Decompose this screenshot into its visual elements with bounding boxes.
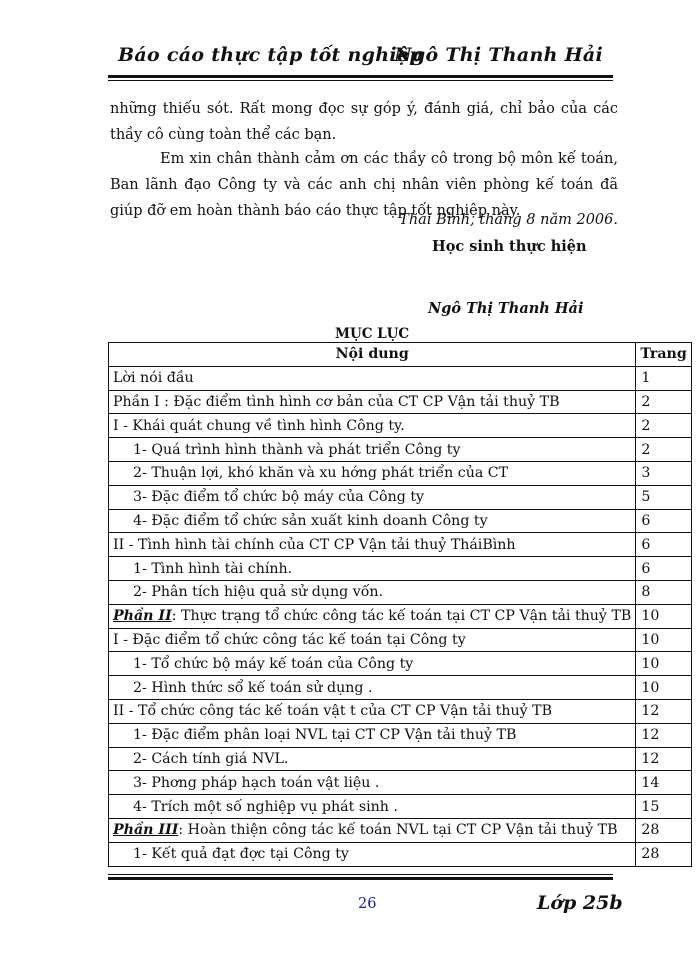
toc-entry-text: [109, 366, 636, 390]
toc-entry-page: 2: [636, 438, 691, 462]
toc-entry-title: 2- Thuận lợi, khó khăn và xu hớng phát triển của CT: [133, 465, 509, 482]
toc-entry-title: 1- Tình hình tài chính.: [133, 560, 293, 577]
toc-entry-title: 2- Cách tính giá NVL.: [133, 750, 289, 767]
header-author-name: Ngô Thị Thanh Hải: [394, 44, 603, 66]
toc-row: [109, 414, 692, 438]
toc-row: [109, 485, 692, 509]
footer-class-label: Lớp 25b: [537, 892, 623, 914]
toc-entry-page: 28: [636, 818, 691, 842]
footer-rule-thin: [108, 874, 613, 875]
toc-entry-text: [109, 580, 636, 604]
toc-entry-text: [109, 461, 636, 485]
toc-entry-page: 14: [636, 771, 691, 795]
toc-entry-text: [109, 414, 636, 438]
header-report-title: Báo cáo thực tập tốt nghiệp: [118, 44, 423, 66]
toc-row: [109, 699, 692, 723]
toc-entry-title: 1- Kết quả đạt đợc tại Công ty: [133, 846, 349, 863]
toc-row: [109, 557, 692, 581]
toc-entry-page: 6: [636, 533, 691, 557]
toc-row: [109, 509, 692, 533]
toc-entry-title: I - Đặc điểm tổ chức công tác kế toán tại Công ty: [113, 631, 466, 648]
toc-row: [109, 628, 692, 652]
toc-entry-page: 6: [636, 557, 691, 581]
toc-entry-title: 3- Phơng pháp hạch toán vật liệu .: [133, 774, 380, 791]
toc-entry-title: 2- Phân tích hiệu quả sử dụng vốn.: [133, 584, 384, 601]
toc-entry-page: 6: [636, 509, 691, 533]
toc-entry-title: 3- Đặc điểm tổ chức bộ máy của Công ty: [133, 489, 425, 506]
toc-row: [109, 461, 692, 485]
toc-entry-title: : Hoàn thiện công tác kế toán NVL tại CT CP Vận tải thuỷ TB: [178, 822, 618, 839]
header-rule-thick: [108, 75, 613, 78]
toc-row: [109, 723, 692, 747]
toc-row: [109, 771, 692, 795]
toc-entry-page: 12: [636, 699, 691, 723]
toc-part-label: Phần II: [113, 608, 172, 625]
date-line: Thái Bình, tháng 8 năm 2006.: [399, 212, 618, 228]
toc-part-label: Phần III: [113, 822, 179, 839]
toc-entry-title: 1- Tổ chức bộ máy kế toán của Công ty: [133, 655, 414, 672]
toc-row: [109, 604, 692, 628]
toc-entry-title: 4- Đặc điểm tổ chức sản xuất kinh doanh Công ty: [133, 512, 488, 529]
toc-row: [109, 438, 692, 462]
toc-entry-text: [109, 390, 636, 414]
toc-row: [109, 747, 692, 771]
page-number: 26: [358, 896, 377, 912]
toc-title: MỤC LỤC: [335, 326, 410, 342]
toc-entry-page: 10: [636, 676, 691, 700]
toc-row: [109, 676, 692, 700]
toc-entry-page: 5: [636, 485, 691, 509]
toc-entry-title: 4- Trích một số nghiệp vụ phát sinh .: [133, 798, 398, 815]
toc-entry-text: [109, 699, 636, 723]
body-paragraph-2: Em xin chân thành cảm ơn các thầy cô trong bộ môn kế toán, Ban lãnh đạo Công ty và các anh chị nhân viên phòng kế toán đã giúp đỡ em hoàn thành báo cáo thực tập tốt nghiệp này.: [110, 151, 618, 219]
toc-header-row: [109, 343, 692, 367]
toc-row: [109, 795, 692, 819]
toc-row: [109, 366, 692, 390]
student-signature-name: Ngô Thị Thanh Hải: [428, 300, 584, 317]
toc-entry-title: I - Khái quát chung về tình hình Công ty.: [113, 417, 405, 434]
toc-entry-title: II - Tình hình tài chính của CT CP Vận tải thuỷ TháiBình: [113, 536, 516, 553]
toc-entry-page: 1: [636, 366, 691, 390]
toc-entry-title: Lời nói đầu: [113, 370, 194, 387]
toc-entry-text: [109, 723, 636, 747]
toc-entry-text: [109, 842, 636, 866]
toc-entry-text: [109, 652, 636, 676]
toc-entry-page: 12: [636, 723, 691, 747]
toc-entry-text: [109, 676, 636, 700]
toc-entry-text: [109, 438, 636, 462]
toc-row: [109, 580, 692, 604]
toc-row: [109, 652, 692, 676]
toc-entry-title: 1- Quá trình hình thành và phát triển Công ty: [133, 441, 461, 458]
header-rule-thin: [108, 80, 613, 81]
footer-rule-thick: [108, 877, 613, 880]
toc-row: [109, 842, 692, 866]
toc-header-content: Nội dung: [109, 343, 636, 367]
toc-row: [109, 390, 692, 414]
toc-entry-text: [109, 747, 636, 771]
toc-entry-page: 2: [636, 414, 691, 438]
toc-entry-page: 2: [636, 390, 691, 414]
toc-entry-text: [109, 771, 636, 795]
toc-entry-page: 10: [636, 652, 691, 676]
toc-row: [109, 533, 692, 557]
toc-entry-title: 1- Đặc điểm phân loại NVL tại CT CP Vận tải thuỷ TB: [133, 727, 517, 744]
toc-entry-title: Phần I : Đặc điểm tình hình cơ bản của CT CP Vận tải thuỷ TB: [113, 393, 560, 410]
toc-entry-text: [109, 604, 636, 628]
toc-entry-page: 10: [636, 604, 691, 628]
toc-entry-page: 3: [636, 461, 691, 485]
toc-entry-text: [109, 628, 636, 652]
toc-entry-page: 15: [636, 795, 691, 819]
toc-entry-page: 8: [636, 580, 691, 604]
body-paragraph-1: những thiếu sót. Rất mong đọc sự góp ý, đánh giá, chỉ bảo của các thầy cô cùng toàn thể các bạn.: [110, 101, 618, 143]
toc-entry-text: [109, 509, 636, 533]
toc-entry-text: [109, 533, 636, 557]
page-header: [108, 40, 613, 80]
toc-entry-page: 12: [636, 747, 691, 771]
toc-entry-page: 10: [636, 628, 691, 652]
toc-header-page: Trang: [636, 343, 691, 367]
toc-table: [108, 342, 692, 867]
toc-entry-page: 28: [636, 842, 691, 866]
student-label: Học sinh thực hiện: [432, 238, 587, 255]
toc-entry-text: [109, 557, 636, 581]
toc-entry-text: [109, 795, 636, 819]
toc-entry-text: [109, 485, 636, 509]
toc-entry-title: 2- Hình thức sổ kế toán sử dụng .: [133, 679, 373, 696]
toc-entry-text: [109, 818, 636, 842]
toc-entry-title: : Thực trạng tổ chức công tác kế toán tại CT CP Vận tải thuỷ TB: [171, 608, 632, 625]
toc-entry-title: II - Tổ chức công tác kế toán vật t của CT CP Vận tải thuỷ TB: [113, 703, 553, 720]
toc-row: [109, 818, 692, 842]
